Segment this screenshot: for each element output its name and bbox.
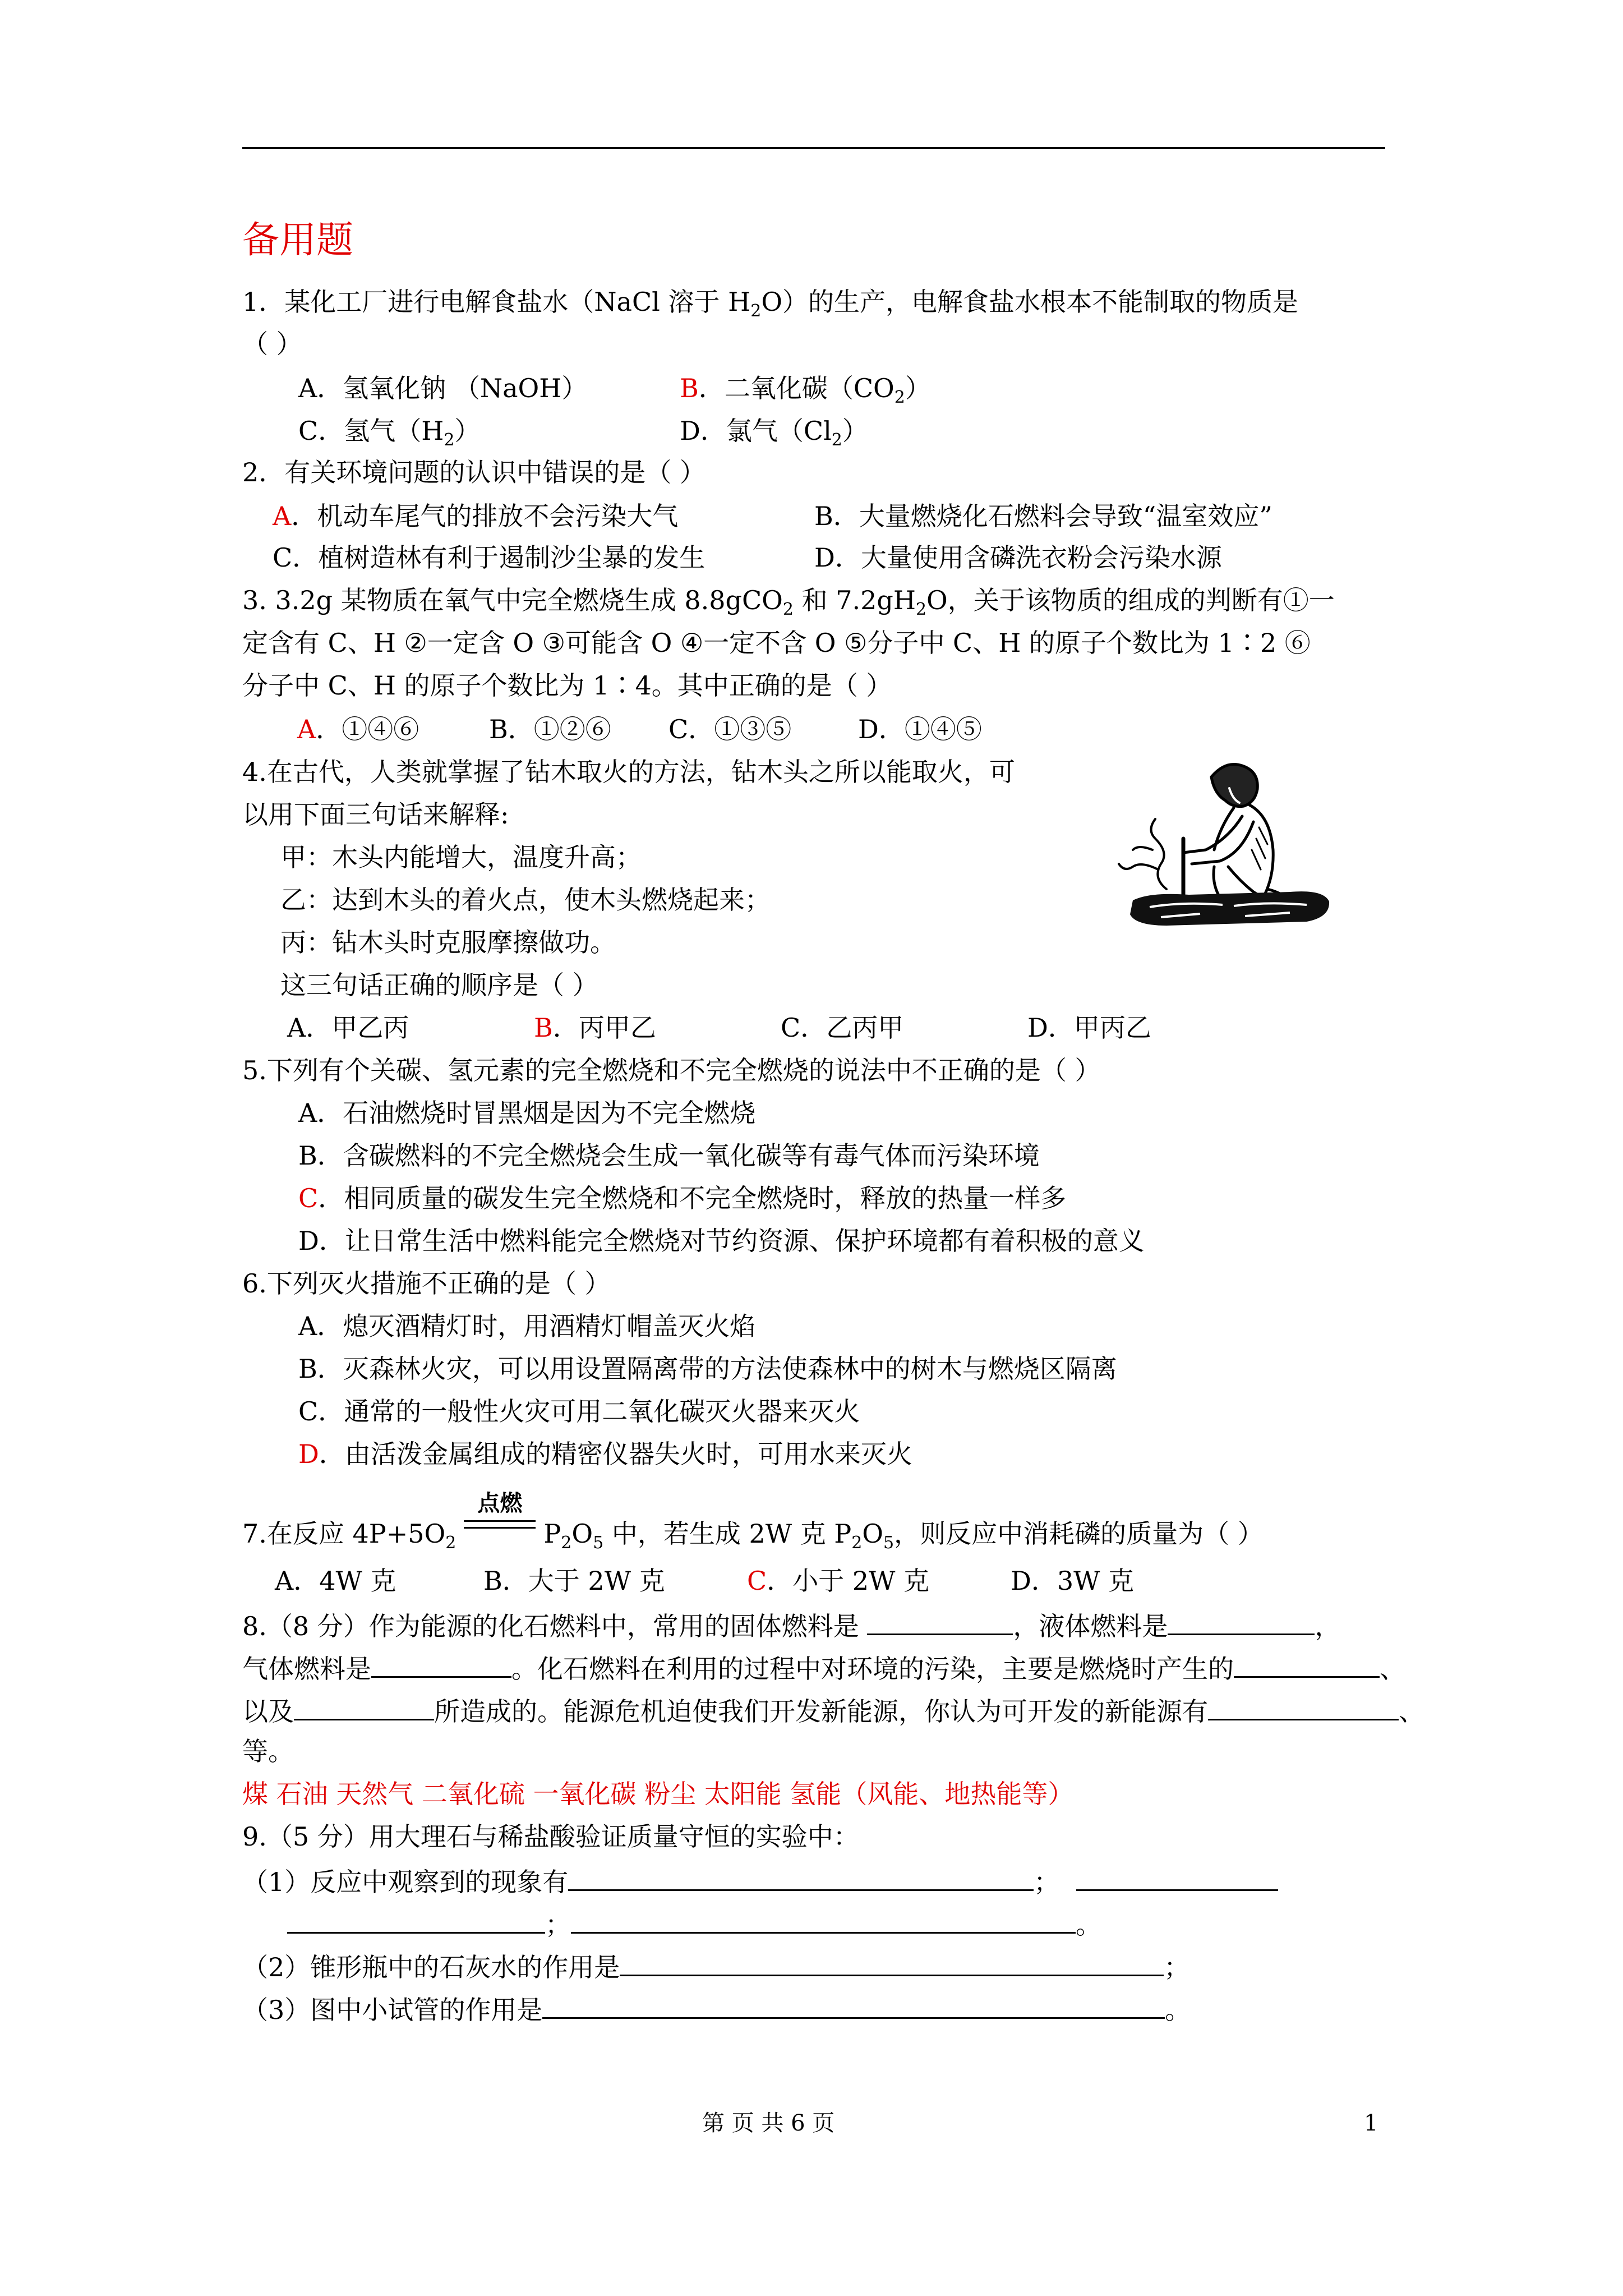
question-7-equation: 7.在反应 $4P+5O_2$ 点燃 $P_2O_5$ 中，若生成 2W 克 $P_2O_5$，则反应中消耗磷的质量为（ ） [242,1490,1264,1553]
question-2-option-a: A．机动车尾气的排放不会污染大气 [273,501,679,531]
question-3-line-3: 分子中 C、H 的原子个数比为 1∶4。其中正确的是（ ） [242,670,892,701]
question-7-option-c: C．小于 2W 克 [747,1566,929,1596]
question-3-option-a: A．①④⑥ [297,714,419,744]
question-9-part-1: （1）反应中观察到的现象有 ； [242,1864,1278,1898]
question-6-option-d: D．由活泼金属组成的精密仪器失火时，可用水来灭火 [298,1439,912,1469]
question-3-option-b: B．①②⑥ [489,714,611,744]
question-7-option-d: D．3W 克 [1011,1566,1135,1596]
question-2-option-b: B．大量燃烧化石燃料会导致“温室效应” [814,501,1272,531]
question-3-line-1: 3. 3.2g 某物质在氧气中完全燃烧生成 8.8gCO$_2$ 和 $7.2gH_2O$，关于该物质的组成的判断有①一 [242,585,1335,620]
question-4-line-2: 以用下面三句话来解释: [242,799,509,830]
question-4-option-a: A．甲乙丙 [287,1013,409,1043]
wood-drilling-illustration [1099,754,1346,934]
answer-blank[interactable] [371,1650,511,1678]
answer-blank[interactable] [1234,1650,1380,1678]
question-2-option-c: C．植树造林有利于遏制沙尘暴的发生 [273,542,706,573]
question-6-stem: 6.下列灭火措施不正确的是（ ） [242,1268,611,1299]
question-9-part-2: （2）锥形瓶中的石灰水的作用是 ； [242,1949,1189,1983]
answer-blank[interactable] [542,1991,1165,2019]
question-3-option-d: D．①④⑤ [858,714,982,744]
question-2-option-d: D．大量使用含磷洗衣粉会污染水源 [814,542,1222,573]
question-6-option-a: A．熄灭酒精灯时，用酒精灯帽盖灭火焰 [298,1311,756,1341]
question-8-answer: 煤 石油 天然气 二氧化硫 一氧化碳 粉尘 太阳能 氢能（风能、地热能等） [242,1779,1074,1809]
question-4-option-c: C．乙丙甲 [781,1013,904,1043]
question-7-option-b: B．大于 2W 克 [483,1566,665,1596]
answer-blank[interactable] [620,1949,1164,1976]
question-5-option-c: C．相同质量的碳发生完全燃烧和不完全燃烧时，释放的热量一样多 [298,1183,1067,1213]
question-3-option-c: C．①③⑤ [668,714,792,744]
question-3-line-2: 定含有 C、H ②一定含 O ③可能含 O ④一定不含 O ⑤分子中 C、H 的原子个数比为 1∶2 ⑥ [242,628,1311,658]
question-8-line-2: 气体燃料是 。化石燃料在利用的过程中对环境的污染，主要是燃烧时产生的 、 [242,1650,1405,1685]
header-rule [242,147,1385,149]
question-4-option-b: B．丙甲乙 [534,1013,656,1043]
question-4-statement-jia: 甲：木头内能增大，温度升高； [280,842,642,872]
question-5-stem: 5.下列有个关碳、氢元素的完全燃烧和不完全燃烧的说法中不正确的是（ ） [242,1055,1101,1085]
question-1-option-b: B．二氧化碳$(CO_2)$ [680,373,931,408]
question-8-line-1: 8.（8 分）作为能源的化石燃料中，常用的固体燃料是 ，液体燃料是 ， [242,1608,1340,1642]
answer-blank[interactable] [287,1906,545,1934]
answer-blank[interactable] [1208,1693,1399,1720]
answer-blank[interactable] [1076,1864,1278,1891]
question-5-option-b: B．含碳燃料的不完全燃烧会生成一氧化碳等有毒气体而污染环境 [298,1140,1040,1171]
question-1-option-c: C．氢气$(H_2)$ [298,416,481,450]
question-9-stem: 9.（5 分）用大理石与稀盐酸验证质量守恒的实验中： [242,1821,859,1852]
question-1-stem: 1．某化工厂进行电解食盐水（NaCl 溶于 $H_2O$）的生产，电解食盐水根本不能制取的物质是 [242,287,1299,321]
question-1-option-a: A．氢氧化钠 （NaOH） [298,373,588,403]
question-9-part-3: （3）图中小试管的作用是 。 [242,1991,1191,2026]
question-4-line-1: 4.在古代，人类就掌握了钻木取火的方法，钻木头之所以能取火，可 [242,757,1015,787]
question-5-option-a: A．石油燃烧时冒黑烟是因为不完全燃烧 [298,1098,756,1128]
page-footer: 第 页 共 6 页 [702,2110,835,2136]
answer-blank[interactable] [867,1608,1013,1635]
section-title: 备用题 [242,218,353,261]
question-4-option-d: D．甲丙乙 [1027,1013,1151,1043]
answer-blank[interactable] [571,1906,1076,1934]
question-6-option-b: B．灭森林火灾，可以用设置隔离带的方法使森林中的树木与燃烧区隔离 [298,1354,1117,1384]
question-1-option-d: D．氯气$(Cl_2)$ [680,416,868,450]
question-8-line-3: 以及 所造成的。能源危机迫使我们开发新能源，你认为可开发的新能源有 、 [242,1693,1424,1727]
reaction-condition: 点燃 [464,1520,536,1543]
answer-blank[interactable] [1168,1608,1315,1635]
question-6-option-c: C．通常的一般性火灾可用二氧化碳灭火器来灭火 [298,1396,860,1427]
question-9-part-1-continued: ； 。 [287,1906,1101,1940]
answer-blank[interactable] [568,1864,1034,1891]
question-4-statement-bing: 丙：钻木头时克服摩擦做功。 [280,927,616,958]
question-4-statement-yi: 乙：达到木头的着火点，使木头燃烧起来； [280,885,771,915]
question-4-ask: 这三句话正确的顺序是（ ） [280,970,598,1000]
question-8-line-4: 等。 [242,1736,294,1766]
answer-blank[interactable] [294,1693,434,1720]
page-number: 1 [1364,2110,1378,2136]
question-2-stem: 2．有关环境问题的认识中错误的是（ ） [242,457,706,487]
question-7-option-a: A．4W 克 [275,1566,396,1596]
question-1-paren: （ ） [242,329,302,359]
question-5-option-d: D．让日常生活中燃料能完全燃烧对节约资源、保护环境都有着积极的意义 [298,1226,1145,1256]
